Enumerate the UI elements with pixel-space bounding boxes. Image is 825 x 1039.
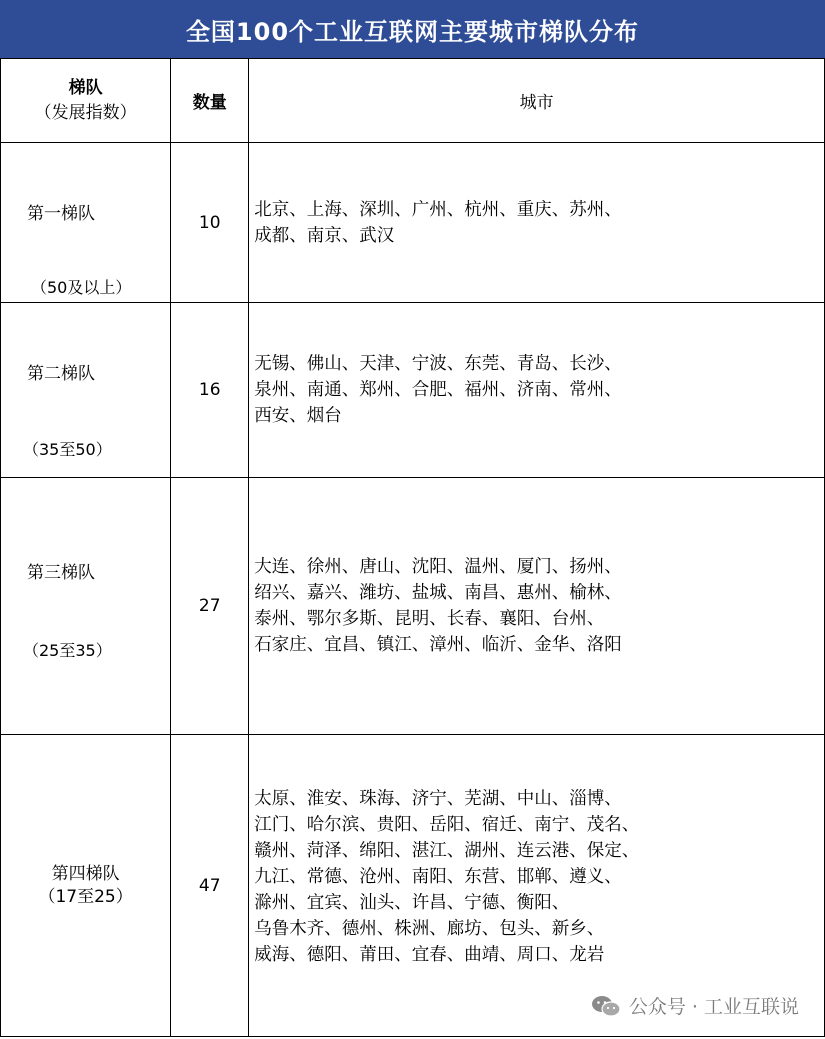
wechat-icon [591,994,621,1018]
tier-cell [1,303,171,478]
header-tier [1,59,171,143]
tier-name: 第一梯队 [27,204,95,224]
city-line: 滁州、宜宾、汕头、许昌、宁德、衡阳、 [254,892,570,913]
table-header-row [1,59,825,143]
city-line: 西安、烟台 [254,406,342,426]
tier-cities [249,143,825,303]
city-line: 石家庄、宜昌、镇江、漳州、临沂、金华、洛阳 [254,635,622,655]
header-tier-sub: （发展指数） [34,102,137,123]
tier-range: （17至25） [38,886,133,907]
city-line: 绍兴、嘉兴、潍坊、盐城、南昌、惠州、榆林、 [254,583,622,603]
tier-count: 47 [171,735,249,1037]
tier-count: 16 [171,303,249,478]
table-title: 全国100个工业互联网主要城市梯队分布 [0,0,825,58]
tier-cell [1,735,171,1037]
city-line: 成都、南京、武汉 [254,225,395,246]
table-row [1,303,825,478]
tier-cities [249,478,825,735]
tier-count: 10 [171,143,249,303]
tier-cities [249,303,825,478]
tier-name: 第二梯队 [27,364,95,384]
city-line: 威海、德阳、莆田、宜春、曲靖、周口、龙岩 [254,944,605,965]
city-line: 乌鲁木齐、德州、株洲、廊坊、包头、新乡、 [254,918,605,939]
tier-count: 27 [171,478,249,735]
city-line: 大连、徐州、唐山、沈阳、温州、厦门、扬州、 [254,557,622,577]
city-line: 北京、上海、深圳、广州、杭州、重庆、苏州、 [254,199,622,220]
tier-range: （25至35） [23,641,112,660]
table-row [1,143,825,303]
city-line: 江门、哈尔滨、贵阳、岳阳、宿迁、南宁、茂名、 [254,814,640,835]
tier-range: （50及以上） [31,278,132,297]
watermark-text: 公众号 · 工业互联说 [628,996,799,1018]
city-line: 赣州、菏泽、绵阳、湛江、湖州、连云港、保定、 [254,840,640,861]
table-row [1,478,825,735]
watermark [591,992,799,1019]
tier-name: 第三梯队 [27,563,95,583]
header-tier-label: 梯队 [68,77,103,98]
city-line: 泉州、南通、郑州、合肥、福州、济南、常州、 [254,380,622,400]
city-line: 无锡、佛山、天津、宁波、东莞、青岛、长沙、 [254,354,622,374]
city-line: 九江、常德、沧州、南阳、东营、邯郸、遵义、 [254,866,622,887]
city-line: 泰州、鄂尔多斯、昆明、长春、襄阳、台州、 [254,609,605,629]
header-count: 数量 [171,59,249,143]
city-line: 太原、淮安、珠海、济宁、芜湖、中山、淄博、 [254,788,622,809]
tier-range: （35至50） [23,440,112,459]
header-city: 城市 [249,59,825,143]
tier-cell [1,478,171,735]
tier-cell [1,143,171,303]
city-tier-table [0,58,825,1037]
tier-name: 第四梯队 [51,863,120,884]
